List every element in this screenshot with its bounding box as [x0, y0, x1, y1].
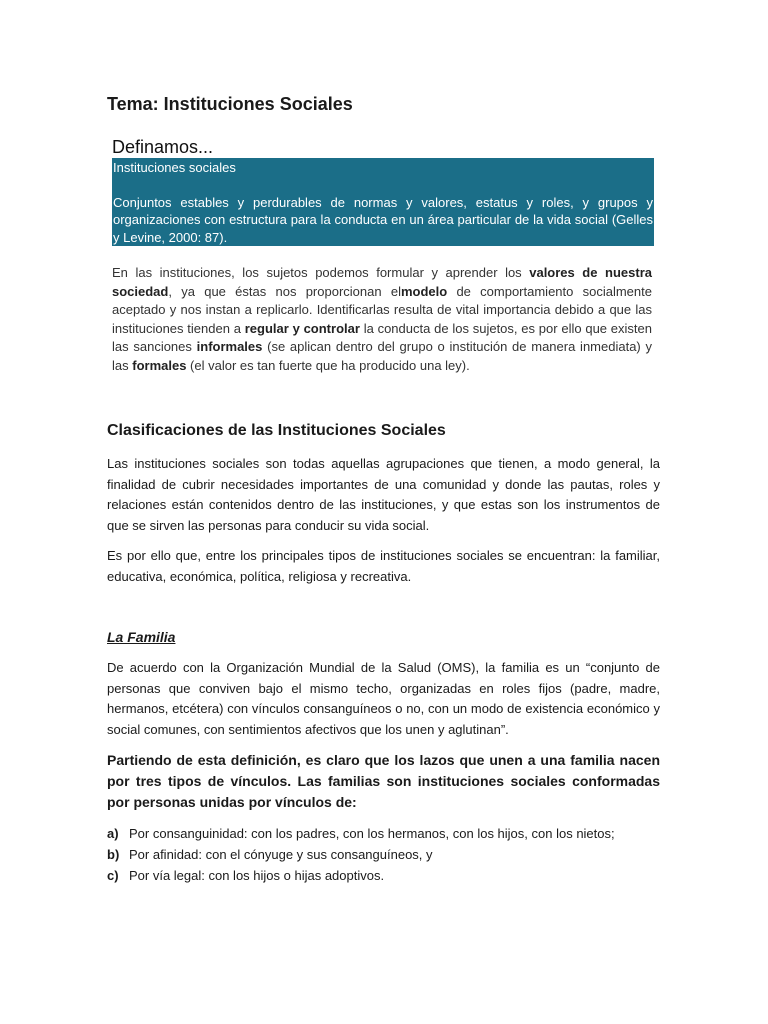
- intro-text: la conducta de los sujetos, es por ello que existen las sanciones: [112, 320, 652, 354]
- list-item-text: Por vía legal: con los hijos o hijas adoptivos.: [129, 868, 385, 883]
- familia-bold-paragraph: Partiendo de esta definición, es claro que los lazos que unen a una familia nacen por tres tipos de vínculos. Las familias son instituciones sociales conformadas por personas unidas por vínculos de:: [107, 752, 660, 810]
- definition-text: Conjuntos estables y perdurables de normas y valores, estatus y roles, y grupos y organizaciones con estructura para la conducta en un área particular de la vida social (Gelles y Levine, 2000: 87).: [113, 194, 653, 245]
- familia-heading: La Familia: [107, 629, 176, 645]
- definition-heading: Definamos...: [112, 137, 214, 157]
- section-paragraph: Es por ello que, entre los principales tipos de instituciones sociales se encuentran: la familiar, educativa, económica, política, religiosa y recreativa.: [107, 548, 660, 584]
- intro-bold-text: informales: [196, 339, 263, 354]
- list-item: [107, 844, 667, 865]
- page-title: Tema: Instituciones Sociales: [107, 94, 353, 114]
- section-paragraph: Las instituciones sociales son todas aquellas agrupaciones que tienen, a modo general, la finalidad de cubrir necesidades importantes de una comunidad y donde las pautas, roles y relaciones están contenidos dentro de las instituciones, y que estas son los instrumentos de que se sirven las personas para conducir su vida social.: [107, 456, 660, 533]
- definition-term: Instituciones sociales: [113, 160, 236, 175]
- list-marker: b): [107, 847, 120, 862]
- list-marker: a): [107, 826, 119, 841]
- list-item: [107, 865, 667, 886]
- intro-paragraph: [112, 264, 652, 375]
- list-item-text: Por afinidad: con el cónyuge y sus consanguíneos, y: [129, 847, 433, 862]
- section-heading: Clasificaciones de las Instituciones Sociales: [107, 422, 446, 439]
- intro-bold-text: formales: [132, 357, 187, 373]
- list-item-text: Por consanguinidad: con los padres, con los hermanos, con los hijos, con los nietos;: [129, 826, 615, 841]
- intro-bold-text: regular y controlar: [244, 320, 360, 336]
- intro-text: En las instituciones, los sujetos podemos formular y aprender los: [112, 265, 530, 280]
- intro-bold-text: modelo: [400, 283, 448, 299]
- definition-box: [112, 158, 654, 246]
- intro-text: de comportamiento socialmente aceptado y nos instan a replicarlo. Identificarlas resulta de vital importancia debido a que las instituciones tienden a: [112, 283, 652, 336]
- intro-text: , ya que éstas nos proporcionan el: [168, 283, 401, 299]
- list-item: [107, 823, 667, 844]
- intro-text: (el valor es tan fuerte que ha producido una ley).: [186, 357, 470, 373]
- intro-bold-text: valores de nuestra sociedad: [112, 265, 652, 299]
- vinculos-list: [107, 823, 667, 886]
- familia-paragraph: De acuerdo con la Organización Mundial de la Salud (OMS), la familia es un “conjunto de personas que conviven bajo el mismo techo, organizadas en roles fijos (padre, madre, hermanos, etcétera) con vínculos consanguíneos o no, con un modo de existencia económico y social comunes, con sentimientos afectivos que los unen y aglutinan”.: [107, 660, 660, 737]
- intro-text: (se aplican dentro del grupo o institución de manera inmediata) y las: [112, 339, 652, 373]
- list-marker: c): [107, 868, 119, 883]
